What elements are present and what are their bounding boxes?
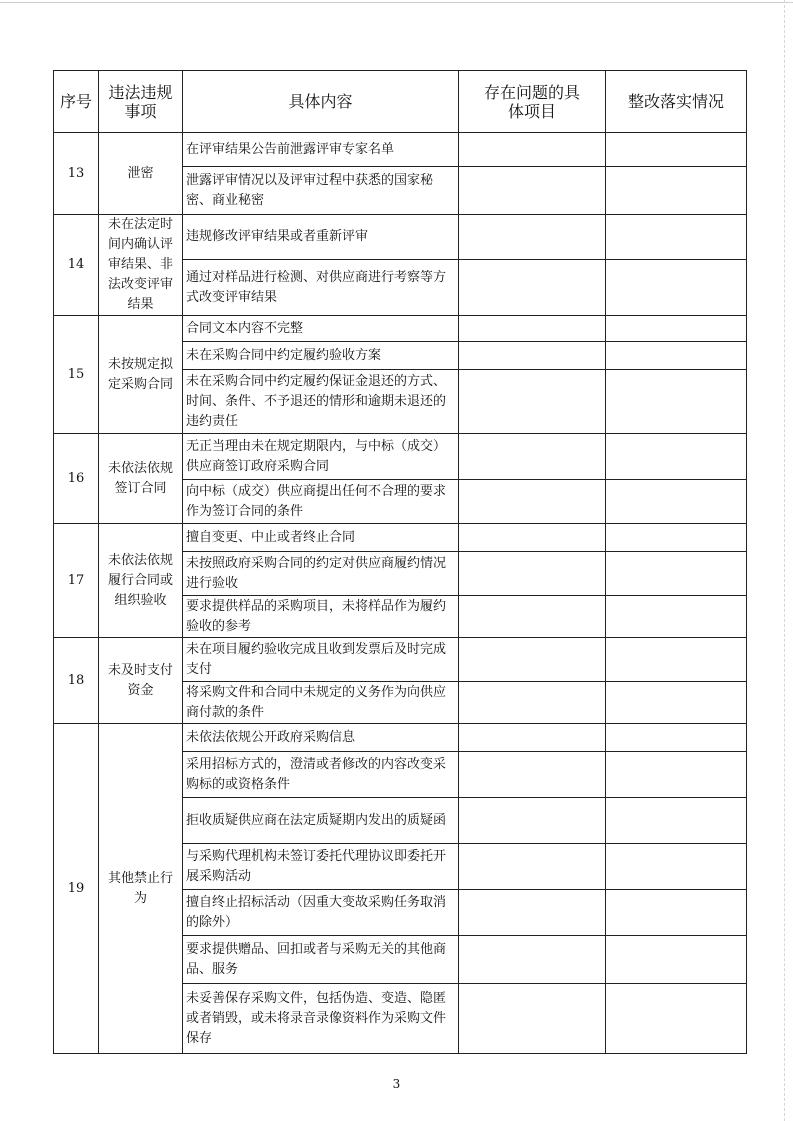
rectify-cell bbox=[606, 936, 747, 984]
issue-cell bbox=[459, 552, 606, 596]
issue-cell bbox=[459, 215, 606, 260]
content-item: 要求提供样品的采购项目，未将样品作为履约验收的参考 bbox=[183, 596, 459, 638]
issue-cell bbox=[459, 724, 606, 752]
header-category: 违法违规事项 bbox=[99, 71, 183, 133]
group-category: 未及时支付资金 bbox=[99, 638, 183, 724]
table-row bbox=[54, 316, 747, 342]
content-item: 未按照政府采购合同的约定对供应商履约情况进行验收 bbox=[183, 552, 459, 596]
group-category: 泄密 bbox=[99, 133, 183, 215]
content-item: 擅自终止招标活动（因重大变故采购任务取消的除外） bbox=[183, 890, 459, 936]
header-rectify: 整改落实情况 bbox=[606, 71, 747, 133]
page-right-edge bbox=[784, 0, 785, 1121]
content-item: 采用招标方式的，澄清或者修改的内容改变采购标的或资格条件 bbox=[183, 752, 459, 798]
rectify-cell bbox=[606, 370, 747, 434]
table-row bbox=[54, 434, 747, 480]
issue-cell bbox=[459, 596, 606, 638]
issue-cell bbox=[459, 370, 606, 434]
rectify-cell bbox=[606, 316, 747, 342]
header-row bbox=[54, 71, 747, 133]
issue-cell bbox=[459, 434, 606, 480]
rectify-cell bbox=[606, 524, 747, 552]
group-category: 未按规定拟定采购合同 bbox=[99, 316, 183, 434]
rectify-cell bbox=[606, 596, 747, 638]
group-category: 其他禁止行为 bbox=[99, 724, 183, 1054]
issue-cell bbox=[459, 524, 606, 552]
rectify-cell bbox=[606, 167, 747, 215]
rectify-cell bbox=[606, 552, 747, 596]
group-number: 13 bbox=[54, 133, 99, 215]
issue-cell bbox=[459, 890, 606, 936]
table-row bbox=[54, 215, 747, 260]
rectify-cell bbox=[606, 260, 747, 316]
rectify-cell bbox=[606, 342, 747, 370]
group-number: 19 bbox=[54, 724, 99, 1054]
header-issue: 存在问题的具体项目 bbox=[459, 71, 606, 133]
issue-cell bbox=[459, 133, 606, 167]
content-item: 要求提供赠品、回扣或者与采购无关的其他商品、服务 bbox=[183, 936, 459, 984]
content-item: 通过对样品进行检测、对供应商进行考察等方式改变评审结果 bbox=[183, 260, 459, 316]
content-item: 违规修改评审结果或者重新评审 bbox=[183, 215, 459, 260]
rectify-cell bbox=[606, 984, 747, 1054]
issue-cell bbox=[459, 480, 606, 524]
issue-cell bbox=[459, 752, 606, 798]
issue-cell bbox=[459, 260, 606, 316]
rectify-cell bbox=[606, 798, 747, 844]
rectify-cell bbox=[606, 215, 747, 260]
rectify-cell bbox=[606, 844, 747, 890]
group-number: 17 bbox=[54, 524, 99, 638]
content-item: 泄露评审情况以及评审过程中获悉的国家秘密、商业秘密 bbox=[183, 167, 459, 215]
rectify-cell bbox=[606, 682, 747, 724]
rectify-cell bbox=[606, 890, 747, 936]
content-item: 未在采购合同中约定履约验收方案 bbox=[183, 342, 459, 370]
table-row bbox=[54, 133, 747, 167]
rectify-cell bbox=[606, 133, 747, 167]
page-top-edge bbox=[0, 2, 793, 3]
rectification-table bbox=[53, 70, 747, 1054]
content-item: 向中标（成交）供应商提出任何不合理的要求作为签订合同的条件 bbox=[183, 480, 459, 524]
content-item: 无正当理由未在规定期限内，与中标（成交）供应商签订政府采购合同 bbox=[183, 434, 459, 480]
header-seq: 序号 bbox=[54, 71, 99, 133]
table-row bbox=[54, 524, 747, 552]
issue-cell bbox=[459, 844, 606, 890]
content-item: 合同文本内容不完整 bbox=[183, 316, 459, 342]
content-item: 未在项目履约验收完成且收到发票后及时完成支付 bbox=[183, 638, 459, 682]
group-number: 18 bbox=[54, 638, 99, 724]
rectify-cell bbox=[606, 752, 747, 798]
group-number: 15 bbox=[54, 316, 99, 434]
rectify-cell bbox=[606, 724, 747, 752]
issue-cell bbox=[459, 167, 606, 215]
rectify-cell bbox=[606, 480, 747, 524]
issue-cell bbox=[459, 984, 606, 1054]
content-item: 未在采购合同中约定履约保证金退还的方式、时间、条件、不予退还的情形和逾期未退还的违约责任 bbox=[183, 370, 459, 434]
content-item: 擅自变更、中止或者终止合同 bbox=[183, 524, 459, 552]
issue-cell bbox=[459, 342, 606, 370]
issue-cell bbox=[459, 936, 606, 984]
content-item: 拒收质疑供应商在法定质疑期内发出的质疑函 bbox=[183, 798, 459, 844]
group-category: 未在法定时间内确认评审结果、非法改变评审结果 bbox=[99, 215, 183, 316]
issue-cell bbox=[459, 316, 606, 342]
content-item: 未妥善保存采购文件，包括伪造、变造、隐匿或者销毁，或未将录音录像资料作为采购文件保存 bbox=[183, 984, 459, 1054]
content-item: 与采购代理机构未签订委托代理协议即委托开展采购活动 bbox=[183, 844, 459, 890]
group-category: 未依法依规签订合同 bbox=[99, 434, 183, 524]
header-content: 具体内容 bbox=[183, 71, 459, 133]
issue-cell bbox=[459, 798, 606, 844]
issue-cell bbox=[459, 682, 606, 724]
content-item: 在评审结果公告前泄露评审专家名单 bbox=[183, 133, 459, 167]
content-item: 未依法依规公开政府采购信息 bbox=[183, 724, 459, 752]
rectify-cell bbox=[606, 434, 747, 480]
table-row bbox=[54, 638, 747, 682]
table-row bbox=[54, 724, 747, 752]
content-item: 将采购文件和合同中未规定的义务作为向供应商付款的条件 bbox=[183, 682, 459, 724]
group-category: 未依法依规履行合同或组织验收 bbox=[99, 524, 183, 638]
issue-cell bbox=[459, 638, 606, 682]
group-number: 16 bbox=[54, 434, 99, 524]
group-number: 14 bbox=[54, 215, 99, 316]
rectify-cell bbox=[606, 638, 747, 682]
page-number: 3 bbox=[392, 1077, 401, 1091]
